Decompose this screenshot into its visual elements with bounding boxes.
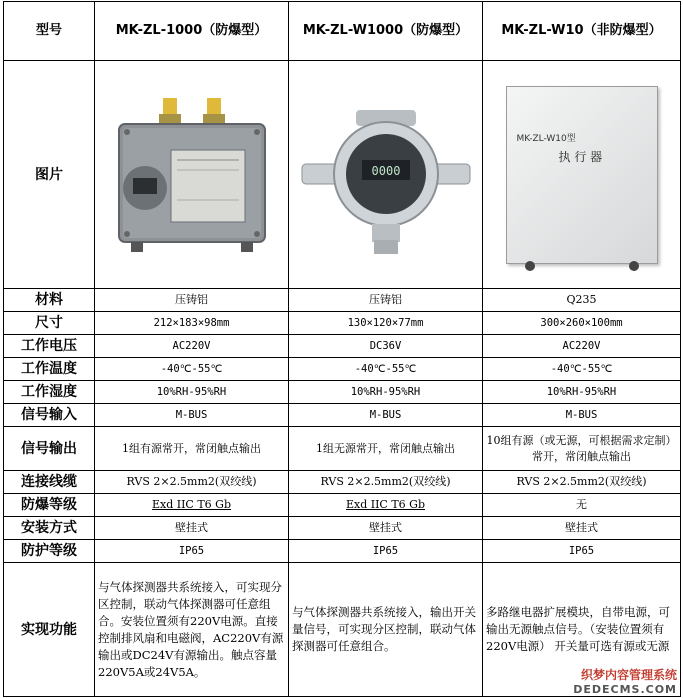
header-model-1: MK-ZL-1000（防爆型） — [95, 2, 289, 61]
row-value: RVS 2×2.5mm2(双绞线) — [483, 471, 681, 494]
row-protection — [4, 540, 681, 563]
actuator-model-text: MK-ZL-W10型 — [516, 133, 576, 144]
row-value: AC220V — [95, 335, 289, 358]
row-mounting — [4, 517, 681, 540]
row-value: -40℃-55℃ — [483, 358, 681, 381]
row-label: 信号输出 — [4, 427, 95, 471]
picture-cell-1 — [95, 61, 289, 289]
explosion-proof-detector-image — [296, 90, 476, 260]
spec-table — [3, 1, 681, 697]
row-humidity — [4, 381, 681, 404]
row-value: 10%RH-95%RH — [95, 381, 289, 404]
row-value: -40℃-55℃ — [95, 358, 289, 381]
controller-box-image — [107, 90, 277, 260]
row-value — [95, 494, 289, 517]
picture-row — [4, 61, 681, 289]
row-value: 压铸铝 — [289, 289, 483, 312]
row-value: 压铸铝 — [95, 289, 289, 312]
row-label: 工作温度 — [4, 358, 95, 381]
row-label: 尺寸 — [4, 312, 95, 335]
row-value: -40℃-55℃ — [289, 358, 483, 381]
row-value: 10组有源（或无源，可根据需求定制）常开，常闭触点输出 — [483, 427, 681, 471]
row-value: 130×120×77mm — [289, 312, 483, 335]
actuator-title-text: 执 行 器 — [558, 149, 603, 164]
row-value: RVS 2×2.5mm2(双绞线) — [289, 471, 483, 494]
watermark-domain: DEDECMS.COM — [573, 683, 677, 696]
picture-cell-2 — [289, 61, 483, 289]
header-model-label: 型号 — [4, 2, 95, 61]
row-value: 壁挂式 — [289, 517, 483, 540]
row-value: 10%RH-95%RH — [289, 381, 483, 404]
row-label: 防爆等级 — [4, 494, 95, 517]
row-label: 工作湿度 — [4, 381, 95, 404]
row-label: 防护等级 — [4, 540, 95, 563]
row-label: 实现功能 — [4, 563, 95, 697]
row-value: 无 — [483, 494, 681, 517]
rating-text: Exd IIC T6 Gb — [151, 498, 232, 511]
row-value: 1组无源常开，常闭触点输出 — [289, 427, 483, 471]
row-value: DC36V — [289, 335, 483, 358]
row-value: 多路继电器扩展模块，自带电源，可输出无源触点信号。（安装位置须有220V电源） 开关量可选有源或无源 — [483, 563, 681, 697]
row-value: 壁挂式 — [483, 517, 681, 540]
row-value: M-BUS — [289, 404, 483, 427]
row-value: M-BUS — [95, 404, 289, 427]
row-size — [4, 312, 681, 335]
row-signal-output — [4, 427, 681, 471]
row-value: 212×183×98mm — [95, 312, 289, 335]
row-value: IP65 — [483, 540, 681, 563]
rating-text: Exd IIC T6 Gb — [345, 498, 426, 511]
row-cable — [4, 471, 681, 494]
row-value: 与气体探测器共系统接入，可实现分区控制，联动气体探测器可任意组合。安装位置须有220V电源。直接控制排风扇和电磁阀，AC220V有源输出或DC24V有源输出。触点容量220V5A或24V5A。 — [95, 563, 289, 697]
row-material — [4, 289, 681, 312]
row-label: 连接线缆 — [4, 471, 95, 494]
watermark-title: 织梦内容管理系统 — [573, 666, 677, 683]
row-value: IP65 — [289, 540, 483, 563]
row-label: 工作电压 — [4, 335, 95, 358]
row-value: M-BUS — [483, 404, 681, 427]
row-value: 壁挂式 — [95, 517, 289, 540]
watermark — [573, 666, 677, 696]
row-voltage — [4, 335, 681, 358]
row-label: 材料 — [4, 289, 95, 312]
row-value: 10%RH-95%RH — [483, 381, 681, 404]
header-model-3: MK-ZL-W10（非防爆型） — [483, 2, 681, 61]
row-signal-input — [4, 404, 681, 427]
row-value: 与气体探测器共系统接入，输出开关量信号，可实现分区控制，联动气体探测器可任意组合。 — [289, 563, 483, 697]
header-model-2: MK-ZL-W1000（防爆型） — [289, 2, 483, 61]
row-value: Q235 — [483, 289, 681, 312]
picture-cell-3 — [483, 61, 681, 289]
row-value — [289, 494, 483, 517]
actuator-box-image — [506, 86, 658, 264]
picture-label: 图片 — [4, 61, 95, 289]
row-explosion-rating — [4, 494, 681, 517]
row-value: RVS 2×2.5mm2(双绞线) — [95, 471, 289, 494]
row-label: 安装方式 — [4, 517, 95, 540]
header-row — [4, 2, 681, 61]
row-value: 300×260×100mm — [483, 312, 681, 335]
svg-text:0000: 0000 — [371, 163, 400, 178]
row-value: 1组有源常开，常闭触点输出 — [95, 427, 289, 471]
row-value: IP65 — [95, 540, 289, 563]
row-label: 信号输入 — [4, 404, 95, 427]
row-temperature — [4, 358, 681, 381]
row-value: AC220V — [483, 335, 681, 358]
